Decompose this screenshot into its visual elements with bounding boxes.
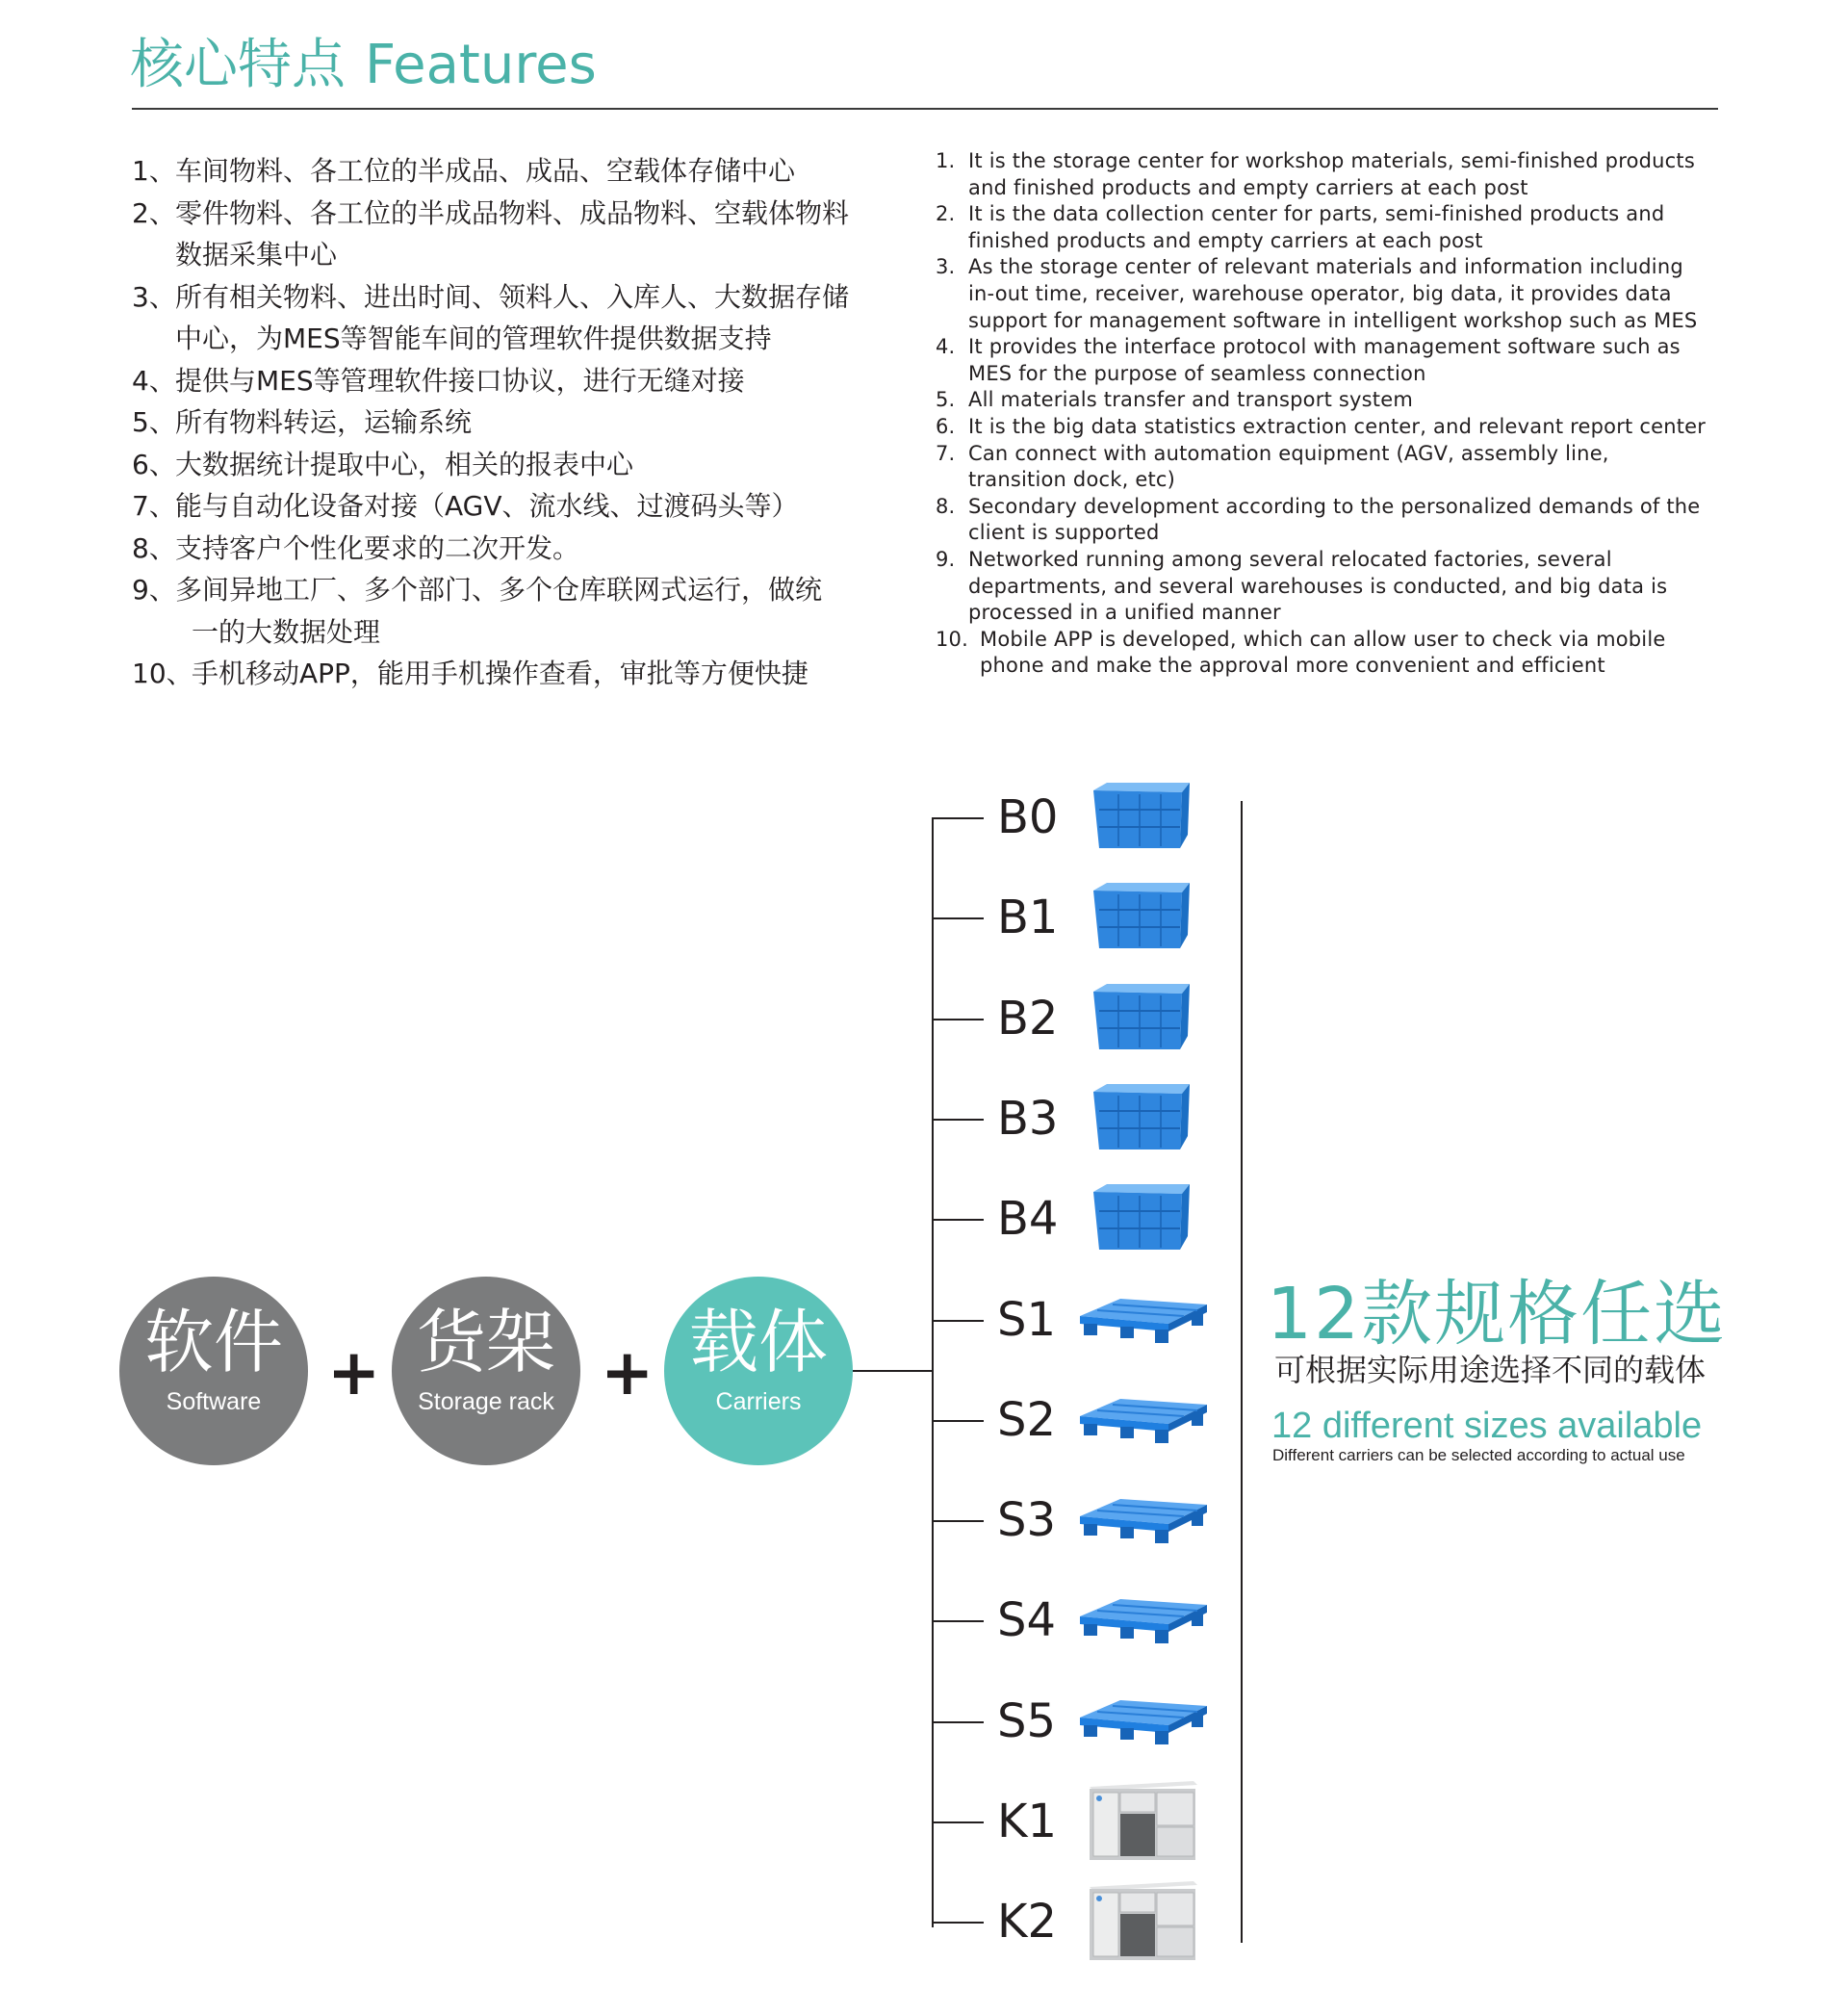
feature-number: 9、 — [132, 574, 176, 606]
feature-en-item — [936, 414, 1725, 441]
feature-text: 车间物料、各工位的半成品、成品、空载体存储中心 — [175, 155, 796, 187]
feature-en-item — [936, 494, 1725, 547]
feature-text: 所有相关物料、进出时间、领料人、入库人、大数据存储 — [175, 280, 850, 313]
rack-label-en: Storage rack — [418, 1388, 554, 1415]
carrier-code-s2: S2 — [997, 1393, 1057, 1447]
feature-text: 提供与MES等管理软件接口协议，进行无缝对接 — [175, 364, 745, 397]
feature-number: 4. — [936, 335, 956, 359]
tree-branch — [932, 1821, 984, 1823]
feature-en-line: departments, and several warehouses is conducted, and big data is — [968, 574, 1668, 598]
feature-en-item — [936, 387, 1725, 414]
promo-headline-en: 12 different sizes available — [1271, 1406, 1703, 1446]
feature-number: 10、 — [132, 658, 193, 689]
rack-label-cn: 货架 — [416, 1302, 555, 1382]
pallet-image-s4 — [1078, 1595, 1209, 1653]
carrier-code-s4: S4 — [997, 1593, 1057, 1647]
feature-en-line: client is supported — [968, 521, 1160, 545]
feature-number: 8、 — [132, 531, 176, 564]
promo-divider — [1241, 801, 1243, 1943]
feature-number: 1、 — [132, 155, 176, 187]
feature-number: 4、 — [132, 364, 176, 397]
feature-en-line: and finished products and empty carriers at each post — [968, 175, 1528, 199]
feature-en-line: phone and make the approval more convenient and efficient — [980, 654, 1605, 678]
feature-cn-item — [132, 528, 892, 570]
carrier-code-b3: B3 — [997, 1092, 1059, 1146]
tree-branch — [932, 1922, 984, 1924]
feature-en-item — [936, 148, 1725, 201]
feature-en-line: It is the data collection center for parts, semi-finished products and — [968, 202, 1665, 226]
features-list-en — [936, 148, 1725, 680]
feature-en-item — [936, 334, 1725, 387]
feature-en-line: transition dock, etc) — [968, 468, 1176, 492]
feature-text: 能与自动化设备对接（AGV、流水线、过渡码头等） — [175, 490, 799, 522]
carriers-circle — [664, 1277, 853, 1465]
feature-cn-item — [132, 193, 892, 276]
feature-en-line: Mobile APP is developed, which can allow user to check via mobile — [980, 627, 1666, 651]
tree-branch — [932, 1219, 984, 1221]
carrier-code-b2: B2 — [997, 992, 1059, 1046]
tree-connector — [853, 1370, 934, 1372]
tree-branch — [932, 1520, 984, 1522]
box-image-b3 — [1090, 1082, 1194, 1157]
tree-trunk — [932, 817, 934, 1927]
feature-text-cont: 数据采集中心 — [175, 239, 338, 271]
feature-number: 9. — [936, 547, 956, 571]
feature-en-line: support for management software in intelligent workshop such as MES — [968, 308, 1698, 332]
feature-text: 支持客户个性化要求的二次开发。 — [175, 531, 580, 564]
carrier-code-b4: B4 — [997, 1192, 1059, 1246]
feature-text: 大数据统计提取中心，相关的报表中心 — [175, 448, 634, 480]
feature-en-line: finished products and empty carriers at each post — [968, 228, 1483, 252]
storage-rack-circle — [392, 1277, 580, 1465]
carrier-code-s1: S1 — [997, 1293, 1057, 1347]
carrier-code-b1: B1 — [997, 891, 1059, 944]
feature-cn-item — [132, 401, 892, 444]
tree-branch — [932, 817, 984, 819]
plus-sign: + — [327, 1335, 381, 1409]
features-list-cn — [132, 150, 892, 695]
feature-en-item — [936, 201, 1725, 254]
software-circle — [119, 1277, 308, 1465]
feature-en-item — [936, 627, 1725, 680]
carrier-code-s3: S3 — [997, 1493, 1057, 1547]
plus-sign: + — [601, 1335, 654, 1409]
page-title — [130, 34, 597, 96]
feature-cn-item — [132, 360, 892, 402]
feature-cn-item — [132, 150, 892, 193]
feature-number: 6. — [936, 414, 956, 438]
cabinet-image-k1 — [1086, 1779, 1201, 1866]
feature-en-line: Networked running among several relocated factories, several — [968, 547, 1612, 571]
feature-number: 7. — [936, 441, 956, 465]
feature-number: 8. — [936, 494, 956, 518]
box-image-b1 — [1090, 881, 1194, 956]
carriers-label-cn: 载体 — [688, 1302, 828, 1382]
feature-en-line: MES for the purpose of seamless connection — [968, 361, 1426, 385]
software-label-en: Software — [166, 1388, 262, 1415]
feature-number: 5、 — [132, 406, 176, 438]
feature-number: 2、 — [132, 196, 176, 229]
feature-number: 7、 — [132, 490, 176, 522]
feature-text-cont: 中心，为MES等智能车间的管理软件提供数据支持 — [175, 323, 772, 354]
pallet-image-s5 — [1078, 1696, 1209, 1754]
feature-number: 5. — [936, 388, 956, 412]
feature-en-line: processed in a unified manner — [968, 601, 1281, 625]
pallet-image-s3 — [1078, 1495, 1209, 1553]
feature-text: 零件物料、各工位的半成品物料、成品物料、空载体物料 — [175, 196, 850, 229]
feature-en-line: It is the big data statistics extraction center, and relevant report center — [968, 414, 1707, 438]
feature-en-line: Secondary development according to the personalized demands of the — [968, 494, 1701, 518]
feature-en-item — [936, 254, 1725, 334]
tree-branch — [932, 917, 984, 919]
feature-number: 10. — [936, 627, 968, 651]
feature-text-cont: 一的大数据处理 — [192, 615, 381, 648]
feature-number: 2. — [936, 202, 956, 226]
tree-branch — [932, 1320, 984, 1322]
promo-subtitle-en: Different carriers can be selected according to actual use — [1272, 1446, 1685, 1464]
feature-cn-item — [132, 485, 892, 528]
tree-branch — [932, 1420, 984, 1422]
carrier-code-s5: S5 — [997, 1694, 1057, 1748]
feature-number: 3. — [936, 255, 956, 279]
feature-en-line: It is the storage center for workshop materials, semi-finished products — [968, 149, 1695, 172]
feature-text: 所有物料转运，运输系统 — [175, 406, 473, 438]
feature-text: 手机移动APP，能用手机操作查看，审批等方便快捷 — [192, 658, 808, 689]
feature-number: 3、 — [132, 280, 176, 313]
carrier-code-k1: K1 — [997, 1795, 1058, 1848]
feature-en-line: Can connect with automation equipment (AGV, assembly line, — [968, 441, 1609, 465]
tree-branch — [932, 1620, 984, 1622]
carriers-label-en: Carriers — [715, 1388, 802, 1415]
feature-text: 多间异地工厂、多个部门、多个仓库联网式运行，做统 — [175, 574, 823, 606]
box-image-b2 — [1090, 982, 1194, 1057]
feature-en-item — [936, 441, 1725, 494]
box-image-b4 — [1090, 1182, 1194, 1257]
feature-cn-item — [132, 569, 892, 653]
tree-branch — [932, 1721, 984, 1723]
feature-cn-item — [132, 653, 892, 695]
tree-branch — [932, 1119, 984, 1121]
cabinet-image-k2 — [1086, 1879, 1201, 1966]
pallet-image-s2 — [1078, 1395, 1209, 1453]
carrier-code-k2: K2 — [997, 1895, 1058, 1949]
pallet-image-s1 — [1078, 1295, 1209, 1353]
title-en: Features — [365, 34, 597, 96]
feature-en-item — [936, 547, 1725, 627]
feature-en-line: in-out time, receiver, warehouse operator, big data, it provides data — [968, 281, 1672, 305]
feature-en-line: All materials transfer and transport system — [968, 388, 1413, 412]
carrier-code-b0: B0 — [997, 790, 1059, 844]
feature-cn-item — [132, 276, 892, 360]
software-label-cn: 软件 — [143, 1302, 283, 1382]
feature-cn-item — [132, 444, 892, 486]
promo-headline-cn: 12款规格任选 — [1267, 1273, 1728, 1356]
feature-number: 6、 — [132, 448, 176, 480]
feature-number: 1. — [936, 149, 956, 172]
feature-en-line: As the storage center of relevant materials and information including — [968, 255, 1683, 279]
feature-en-line: It provides the interface protocol with management software such as — [968, 335, 1681, 359]
promo-subtitle-cn: 可根据实际用途选择不同的载体 — [1274, 1352, 1707, 1388]
title-divider — [132, 108, 1718, 110]
title-cn: 核心特点 — [130, 34, 346, 96]
box-image-b0 — [1090, 781, 1194, 856]
tree-branch — [932, 1019, 984, 1020]
